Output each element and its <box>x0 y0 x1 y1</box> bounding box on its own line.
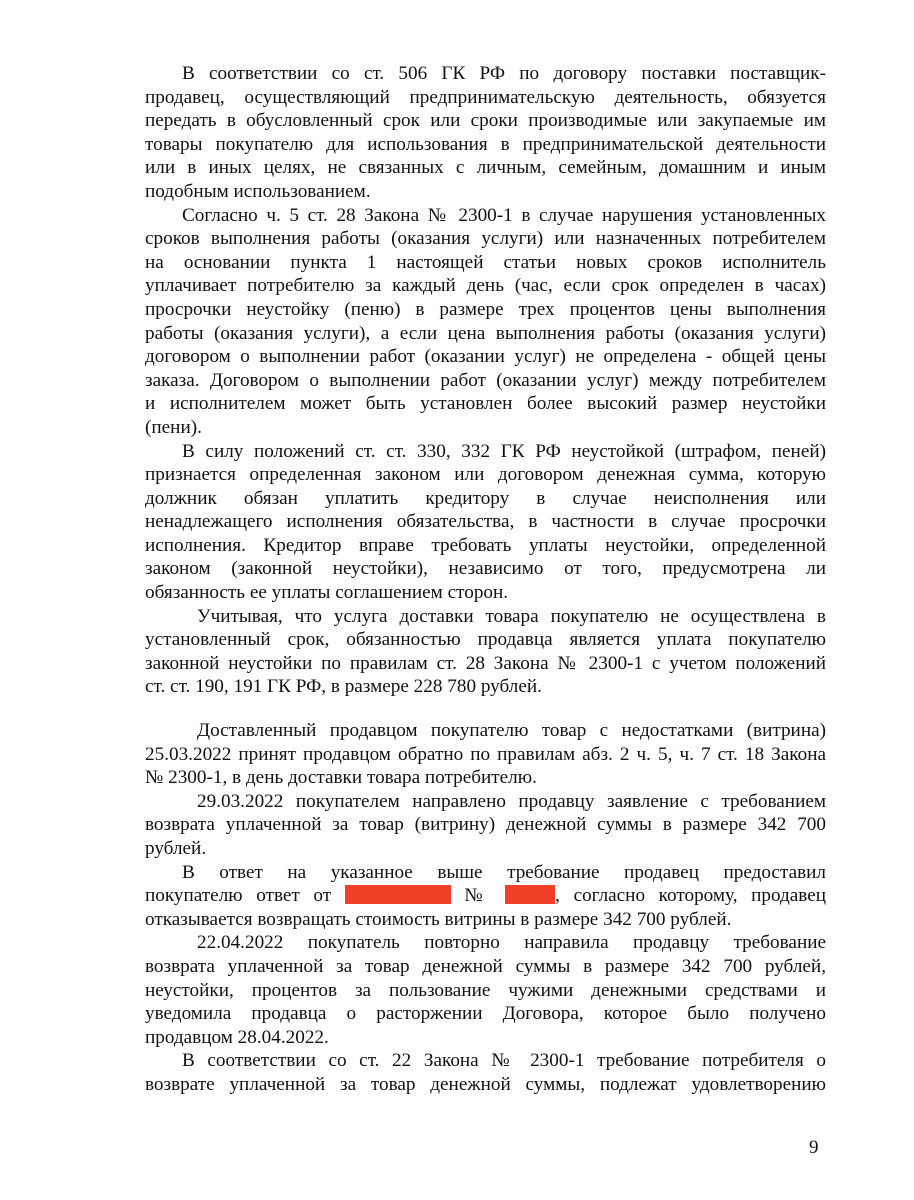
text-line: просрочки неустойку (пеню) в размере трех процентов цены выполнения <box>145 298 826 320</box>
text-segment: № <box>464 885 492 907</box>
document-body <box>145 62 826 1097</box>
text-line: или в иных целях, не связанных с личным, семейным, домашним и иным <box>145 157 826 179</box>
text-line: обязанность ее уплаты соглашением сторон. <box>145 582 509 604</box>
text-line: договором о выполнении работ (оказании услуг) не определена - общей цены <box>145 346 826 368</box>
text-line: Доставленный продавцом покупателю товар с недостатками (витрина) <box>197 720 826 742</box>
text-line: В соответствии со ст. 506 ГК РФ по договору поставки поставщик- <box>182 63 826 84</box>
text-line: уплачивает потребителю за каждый день (час, если срок определен в часах) <box>145 275 826 297</box>
paragraph <box>145 605 826 699</box>
paragraph <box>145 790 826 861</box>
page-number: 9 <box>809 1137 819 1158</box>
paragraph <box>145 62 826 204</box>
text-line: передать в обусловленный срок или сроки производимые или закупаемые им <box>145 110 826 132</box>
text-line: и исполнителем может быть установлен более высокий размер неустойки <box>145 393 826 415</box>
text-line: В силу положений ст. ст. 330, 332 ГК РФ неустойкой (штрафом, пеней) <box>182 440 826 462</box>
text-line: должник обязан уплатить кредитору в случае неисполнения или <box>145 487 826 509</box>
text-line: рублей. <box>145 838 207 859</box>
text-segment: покупателю ответ от <box>145 885 332 907</box>
text-line: отказывается возвращать стоимость витрины в размере 342 700 рублей. <box>145 908 732 930</box>
text-segment: , согласно которому, продавец <box>555 885 827 907</box>
text-line: заказа. Договором о выполнении работ (оказании услуг) между потребителем <box>145 369 826 391</box>
text-line: Согласно ч. 5 ст. 28 Закона № 2300-1 в случае нарушения установленных <box>182 204 826 226</box>
text-line: законной неустойки по правилам ст. 28 Закона № 2300-1 с учетом положений <box>145 652 826 674</box>
text-line: № 2300-1, в день доставки товара потребителю. <box>145 767 537 789</box>
paragraph <box>145 861 826 932</box>
paragraph <box>145 931 826 1049</box>
redaction-block <box>505 885 555 904</box>
paragraph <box>145 204 826 440</box>
text-line: продавец, осуществляющий предпринимательскую деятельность, обязуется <box>145 86 826 108</box>
text-line: товары покупателю для использования в предпринимательской деятельности <box>145 133 826 155</box>
text-line: установленный срок, обязанностью продавца является уплата покупателю <box>145 629 826 651</box>
paragraph-gap <box>145 699 826 719</box>
text-line: 22.04.2022 покупатель повторно направила продавцу требование <box>197 932 826 954</box>
text-line: исполнения. Кредитор вправе требовать уплаты неустойки, определенной <box>145 534 826 556</box>
paragraph <box>145 719 826 790</box>
text-line: продавцом 28.04.2022. <box>145 1026 329 1048</box>
text-line: неустойки, процентов за пользование чужими денежными средствами и <box>145 979 826 1001</box>
text-line: 25.03.2022 принят продавцом обратно по правилам абз. 2 ч. 5, ч. 7 ст. 18 Закона <box>145 743 826 765</box>
text-line: законом (законной неустойки), независимо от того, предусмотрена ли <box>145 558 826 580</box>
text-line: на основании пункта 1 настоящей статьи новых сроков исполнитель <box>145 251 826 273</box>
paragraph <box>145 440 826 605</box>
text-line: уведомила продавца о расторжении Договора, которое было получено <box>145 1003 826 1025</box>
text-line: Учитывая, что услуга доставки товара покупателю не осуществлена в <box>197 605 826 627</box>
text-line: ст. ст. 190, 191 ГК РФ, в размере 228 780 рублей. <box>145 676 542 698</box>
text-line <box>145 884 826 908</box>
text-line: сроков выполнения работы (оказания услуги) или назначенных потребителем <box>145 228 826 250</box>
text-line: возврата уплаченной за товар денежной суммы в размере 342 700 рублей, <box>145 955 826 977</box>
text-line: В соответствии со ст. 22 Закона № 2300-1 требование потребителя о <box>182 1050 826 1072</box>
redaction-block <box>345 885 451 904</box>
paragraph <box>145 1049 826 1096</box>
text-line: (пени). <box>145 416 202 438</box>
text-line: работы (оказания услуги), а если цена выполнения работы (оказания услуги) <box>145 322 826 344</box>
text-line: 29.03.2022 покупателем направлено продавцу заявление с требованием <box>197 790 826 812</box>
text-line: возврата уплаченной за товар (витрину) денежной суммы в размере 342 700 <box>145 814 826 836</box>
text-line: В ответ на указанное выше требование продавец предоставил <box>182 861 826 883</box>
text-line: признается определенная законом или договором денежная сумма, которую <box>145 464 826 486</box>
text-line: подобным использованием. <box>145 180 371 202</box>
text-line: ненадлежащего исполнения обязательства, в частности в случае просрочки <box>145 511 826 533</box>
text-line: возврате уплаченной за товар денежной суммы, подлежат удовлетворению <box>145 1073 826 1095</box>
